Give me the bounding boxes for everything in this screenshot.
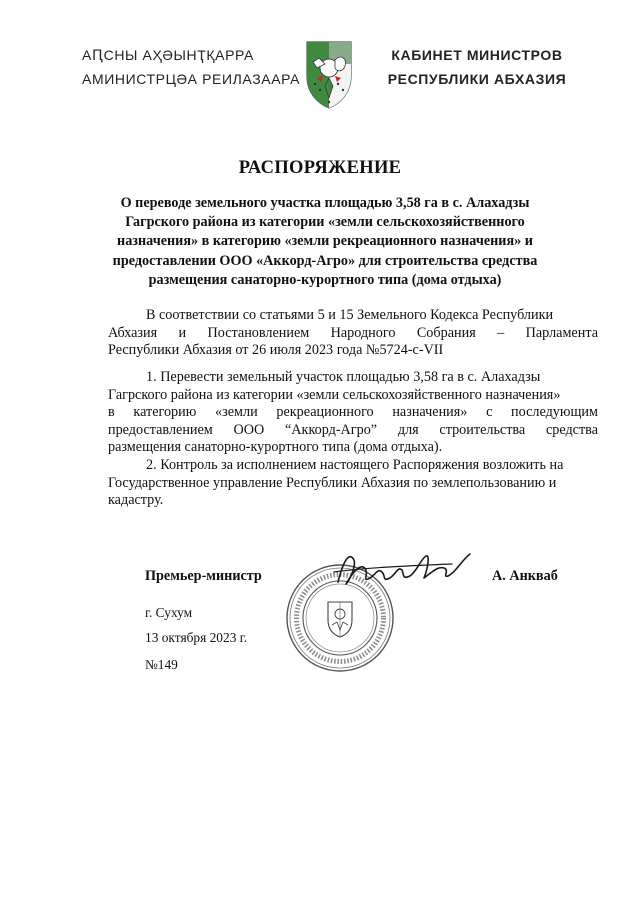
item-1-paragraph — [108, 369, 598, 457]
item1-line-5: размещения санаторно-курортного типа (дома отдыха). — [108, 439, 443, 456]
item1-line-2: Гагрского района из категории «земли сельскохозяйственного назначения» — [108, 386, 561, 403]
subject-line-2: Гагрского района из категории «земли сельскохозяйственного — [125, 214, 525, 231]
header-left-line-2: АМИНИСТРЦӘА РЕИЛАЗААРА — [82, 71, 301, 87]
item1-line-1: 1. Перевести земельный участок площадью 3,58 га в с. Алахадзы — [146, 369, 541, 385]
handwritten-signature-icon — [332, 548, 476, 592]
document-title: РАСПОРЯЖЕНИЕ — [238, 158, 402, 178]
preamble-line-2: Абхазия и Постановлением Народного Собрания – Парламента — [108, 324, 598, 341]
header-right-line-1: КАБИНЕТ МИНИСТРОВ — [391, 47, 563, 63]
item1-line-3: в категорию «земли рекреационного назначения» с последующим — [108, 404, 598, 421]
header-right-russian — [372, 43, 582, 91]
subject-line-1: О переводе земельного участка площадью 3,58 га в с. Алахадзы — [120, 195, 530, 211]
preamble-paragraph — [108, 307, 598, 360]
item2-line-1: 2. Контроль за исполнением настоящего Распоряжения возложить на — [146, 457, 564, 473]
item-2-paragraph — [108, 457, 598, 510]
subject-line-4: предоставлении ООО «Аккорд-Агро» для строительства средства — [112, 252, 538, 269]
signatory-position: Премьер-министр — [145, 568, 262, 584]
document-city: г. Сухум — [145, 605, 193, 620]
item1-line-4: предоставлением ООО “Аккорд-Агро” для строительства средства — [108, 421, 598, 438]
subject-line-5: размещения санаторно-курортного типа (дома отдыха) — [148, 271, 502, 288]
item2-line-3: кадастру. — [108, 492, 164, 509]
item2-line-2: Государственное управление Республики Абхазия по землепользованию и — [108, 474, 557, 491]
document-date: 13 октября 2023 г. — [145, 630, 248, 645]
document-subject — [108, 194, 542, 290]
subject-line-3: назначения» в категорию «земли рекреационного назначения» и — [117, 233, 533, 250]
header-right-line-2: РЕСПУБЛИКИ АБХАЗИЯ — [387, 71, 567, 87]
document-number: №149 — [145, 657, 178, 672]
coat-of-arms-emblem-icon — [303, 38, 355, 110]
signatory-name: А. Анкваб — [492, 568, 558, 584]
header-left-abkhaz — [82, 43, 301, 91]
preamble-line-3: Республики Абхазия от 26 июля 2023 года №5724-с-VII — [108, 342, 444, 359]
header-left-line-1: АԤСНЫ АҲӘЫНҬҚАРРА — [82, 47, 254, 63]
preamble-line-1: В соответствии со статьями 5 и 15 Земельного Кодекса Республики — [146, 307, 554, 323]
